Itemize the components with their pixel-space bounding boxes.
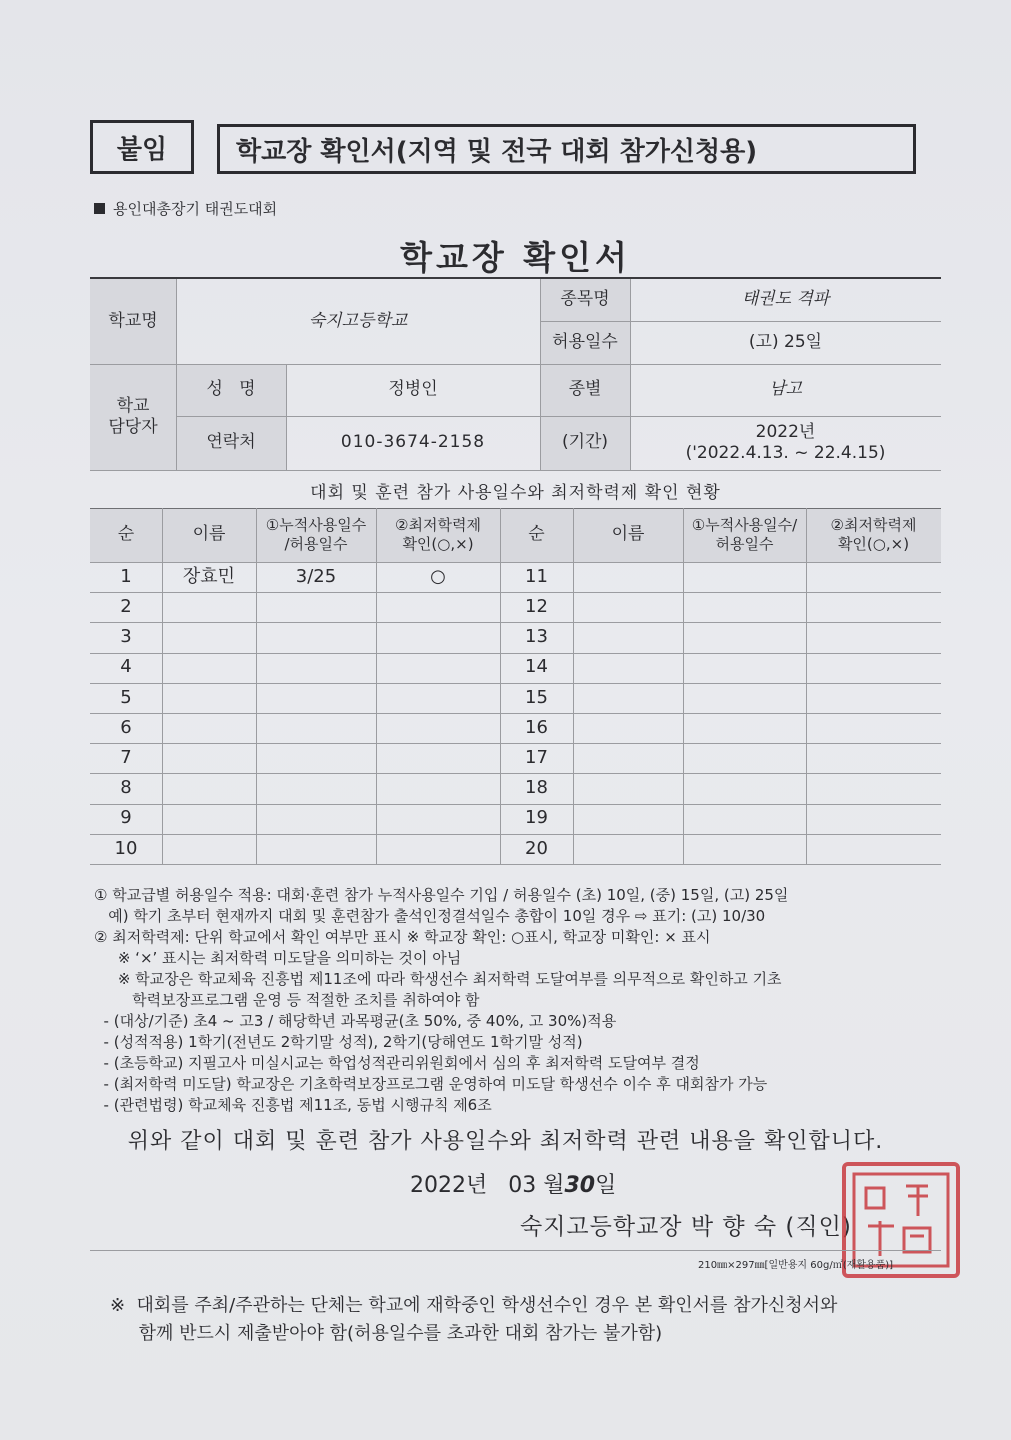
col-header-academic-right: ②최저학력제 확인(○,×) — [830, 516, 917, 553]
rule — [256, 508, 257, 864]
period-year: 2022년 — [755, 421, 816, 442]
row-name — [162, 683, 256, 713]
confirm-statement: 위와 같이 대회 및 훈련 참가 사용일수와 최저학력 관련 내용을 확인합니다. — [127, 1129, 884, 1154]
row-number: 3 — [120, 626, 132, 648]
row-academic — [376, 592, 500, 622]
rule — [90, 508, 941, 509]
row-name: 장효민 — [182, 565, 236, 587]
notes — [94, 885, 954, 1116]
col-header-days: ①누적사용일수 /허용일수 — [265, 516, 367, 553]
row-days — [256, 622, 376, 652]
rule — [806, 508, 807, 864]
header-title: 학교장 확인서(지역 및 전국 대회 참가신청용) — [217, 124, 916, 174]
note-line: - (초등학교) 지필고사 미실시교는 학업성적관리위원회에서 심의 후 최저학력 도달여부 결정 — [94, 1054, 700, 1072]
rule — [90, 622, 941, 623]
name-label: 성 명 — [206, 379, 256, 400]
paper-spec: 210㎜×297㎜[일반용지 60g/㎡(재활용품)] — [698, 1260, 894, 1271]
grid-title: 대회 및 훈련 참가 사용일수와 최저학력제 확인 현황 — [310, 482, 721, 503]
category-label: 종별 — [568, 379, 602, 400]
note-line: - (최저학력 미도달) 학교장은 기초학력보장프로그램 운영하여 미도달 학생선수 이수 후 대회참가 가능 — [94, 1075, 768, 1093]
square-bullet-icon — [94, 203, 105, 214]
row-number: 18 — [525, 777, 548, 799]
row-number: 7 — [120, 747, 132, 769]
school-value: 숙지고등학교 — [308, 310, 408, 331]
rule — [540, 279, 541, 470]
rule — [90, 470, 941, 471]
name-value: 정병인 — [388, 379, 438, 400]
row-number: 16 — [525, 716, 548, 738]
date-month-unit: 월 — [543, 1173, 565, 1198]
row-name — [162, 804, 256, 834]
contact-label: 연락처 — [206, 432, 256, 453]
col-header-name: 이름 — [192, 524, 226, 545]
note-line: - (관련법령) 학교체육 진흥법 제11조, 동법 시행규칙 제6조 — [94, 1096, 492, 1114]
rule — [90, 773, 941, 774]
period-range: ('2022.4.13. ~ 22.4.15) — [685, 443, 886, 463]
row-academic — [376, 622, 500, 652]
col-header-name-right: 이름 — [611, 524, 645, 545]
col-header-no-right: 순 — [528, 524, 545, 545]
row-number: 10 — [114, 837, 138, 859]
date-day: 30 — [564, 1173, 596, 1198]
row-academic — [376, 834, 500, 864]
row-academic — [376, 743, 500, 773]
footer-line: ※ 대회를 주최/주관하는 단체는 학교에 재학중인 학생선수인 경우 본 확인서를 참가신청서와 — [110, 1295, 838, 1316]
school-label: 학교명 — [108, 310, 158, 331]
rule — [162, 508, 163, 864]
row-academic — [376, 773, 500, 803]
rule — [90, 834, 941, 835]
rule — [90, 864, 941, 865]
note-line: - (성적적용) 1학기(전년도 2학기말 성적), 2학기(당해연도 1학기말 성적) — [94, 1033, 583, 1051]
document-title: 학교장 확인서 — [400, 238, 631, 277]
row-academic — [376, 683, 500, 713]
row-academic — [376, 804, 500, 834]
period-value — [630, 418, 941, 468]
footer-line: 함께 반드시 제출받아야 함(허용일수를 초과한 대회 참가는 불가함) — [110, 1323, 663, 1344]
period-label: (기간) — [561, 432, 609, 453]
row-name — [162, 743, 256, 773]
rule — [90, 743, 941, 744]
rule — [286, 364, 287, 470]
row-days — [256, 743, 376, 773]
row-number: 9 — [120, 807, 132, 829]
bottom-rule — [90, 1250, 941, 1251]
row-name — [162, 773, 256, 803]
row-number: 17 — [525, 747, 548, 769]
row-days — [256, 804, 376, 834]
rule — [90, 653, 941, 654]
row-name — [162, 834, 256, 864]
row-name — [162, 653, 256, 683]
row-number: 11 — [525, 565, 548, 587]
note-line: ※ 학교장은 학교체육 진흥법 제11조에 따라 학생선수 최저학력 도달여부를 의무적으로 확인하고 기초 — [94, 970, 782, 988]
rule — [540, 321, 941, 322]
col-header-days-right: ①누적사용일수/ 허용일수 — [691, 516, 798, 553]
row-days — [256, 653, 376, 683]
note-line: 학력보장프로그램 운영 등 적절한 조치를 취하여야 함 — [94, 991, 480, 1009]
rule — [176, 416, 941, 417]
row-number: 19 — [525, 807, 548, 829]
row-days — [256, 834, 376, 864]
rule — [500, 508, 501, 864]
manager-label: 학교 담당자 — [108, 395, 158, 437]
rule — [90, 364, 941, 365]
rule — [90, 562, 941, 563]
date-year: 2022년 — [410, 1173, 488, 1198]
row-number: 6 — [120, 716, 132, 738]
allowed-days-value: (고) 25일 — [748, 331, 823, 352]
rule — [683, 508, 684, 864]
row-name — [162, 622, 256, 652]
row-number: 2 — [120, 596, 132, 618]
contact-value: 010-3674-2158 — [340, 432, 486, 453]
sport-value: 태권도 격파 — [741, 289, 830, 310]
row-days — [256, 713, 376, 743]
rule — [176, 279, 177, 470]
note-line: ※ ‘×’ 표시는 최저학력 미도달을 의미하는 것이 아님 — [94, 949, 462, 967]
category-value: 남고 — [769, 379, 802, 400]
date-month: 03 — [508, 1173, 537, 1198]
attachment-tag: 붙임 — [90, 120, 194, 174]
date-day-unit: 일 — [595, 1173, 617, 1198]
row-number: 8 — [120, 777, 132, 799]
row-number: 1 — [120, 565, 132, 587]
event-line — [94, 198, 277, 219]
event-name: 용인대총장기 태권도대회 — [113, 200, 278, 218]
note-line: ① 학교급별 허용일수 적용: 대회·훈련 참가 누적사용일수 기입 / 허용일수 (초) 10일, (중) 15일, (고) 25일 — [94, 886, 789, 904]
col-header-academic: ②최저학력제 확인(○,×) — [395, 516, 481, 553]
issue-date — [410, 1168, 616, 1199]
rule — [90, 592, 941, 593]
rule — [630, 279, 631, 470]
row-academic — [376, 713, 500, 743]
rule — [90, 804, 941, 805]
row-number: 4 — [120, 656, 132, 678]
sport-label: 종목명 — [560, 289, 610, 310]
row-number: 20 — [525, 837, 548, 859]
note-line: - (대상/기준) 초4 ~ 고3 / 해당학년 과목평균(초 50%, 중 40%, 고 30%)적용 — [94, 1012, 617, 1030]
note-line: 예) 학기 초부터 현재까지 대회 및 훈련참가 출석인정결석일수 총합이 10일 경우 ⇨ 표기: (고) 10/30 — [94, 907, 766, 925]
note-line: ② 최저학력제: 단위 학교에서 확인 여부만 표시 ※ 학교장 확인: ○표시, 학교장 미확인: × 표시 — [94, 928, 711, 946]
rule — [376, 508, 377, 864]
row-number: 15 — [525, 686, 548, 708]
row-name — [162, 592, 256, 622]
rule — [90, 683, 941, 684]
rule — [90, 713, 941, 714]
row-days — [256, 592, 376, 622]
row-number: 13 — [525, 626, 548, 648]
row-days — [256, 773, 376, 803]
row-name — [162, 713, 256, 743]
row-days — [256, 683, 376, 713]
row-number: 5 — [120, 686, 132, 708]
row-academic — [376, 653, 500, 683]
row-academic: ○ — [430, 565, 446, 587]
signer: 숙지고등학교장 박 향 숙 (직인) — [520, 1214, 852, 1240]
row-number: 12 — [525, 596, 548, 618]
allowed-days-label: 허용일수 — [552, 331, 618, 352]
rule — [573, 508, 574, 864]
col-header-no: 순 — [117, 524, 135, 545]
row-number: 14 — [525, 656, 548, 678]
footer-note — [110, 1292, 837, 1348]
row-days: 3/25 — [295, 565, 337, 587]
